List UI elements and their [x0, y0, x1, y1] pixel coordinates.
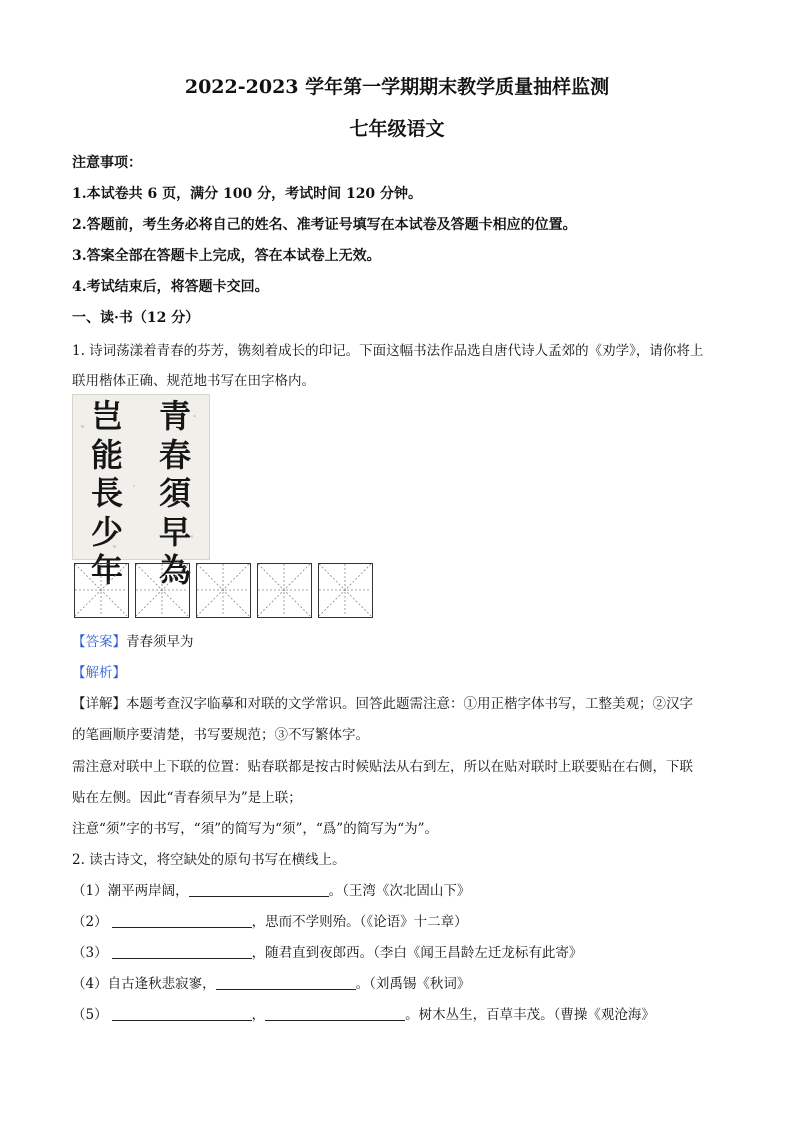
detail-tag: 【详解】	[72, 696, 126, 712]
detail-line-1	[72, 692, 693, 712]
item-number: （4）	[72, 976, 108, 992]
calligraphy-char: 年	[90, 551, 123, 589]
q2-item-2	[72, 910, 468, 930]
calligraphy-char: 長	[90, 474, 123, 512]
writing-grid-box[interactable]	[135, 563, 190, 618]
answer-tag: 【答案】	[72, 634, 126, 650]
note-item-4: 4.考试结束后，将答题卡交回。	[72, 279, 269, 295]
item-post-text: 。（王湾《次北固山下》	[328, 883, 471, 899]
calligraphy-right-column	[147, 397, 203, 590]
calligraphy-char: 青	[158, 397, 191, 435]
notes-heading: 注意事项：	[72, 155, 142, 171]
item-post-text: ，随君直到夜郎西。（李白《闻王昌龄左迁龙标有此寄》	[251, 945, 583, 961]
fill-blank[interactable]	[216, 975, 356, 990]
writing-grid-box[interactable]	[318, 563, 373, 618]
grid-lines-icon	[197, 564, 249, 616]
writing-grid-box[interactable]	[196, 563, 251, 618]
answer-line	[72, 630, 194, 650]
detail-line-5: 注意“须”字的书写，“須”的简写为“须”，“爲”的简写为“为”。	[72, 821, 439, 837]
page-title: 2022-2023 学年第一学期期末教学质量抽样监测	[184, 76, 610, 98]
q1-line-2: 联用楷体正确、规范地书写在田字格内。	[72, 373, 315, 389]
fill-blank[interactable]	[112, 1006, 252, 1021]
detail-line-4: 贴在左侧。因此“青春须早为”是上联；	[72, 790, 302, 806]
item-pre-text: 潮平两岸阔，	[107, 883, 189, 899]
answer-text: 青春须早为	[126, 634, 194, 650]
fill-blank[interactable]	[265, 1006, 405, 1021]
item-number: （1）	[72, 883, 108, 899]
item-post-text: 。树木丛生，百草丰茂。（曹操《观沧海》	[405, 1007, 655, 1023]
calligraphy-char: 岂	[90, 397, 123, 435]
note-item-2: 2.答题前，考生务必将自己的姓名、准考证号填写在本试卷及答题卡相应的位置。	[72, 217, 577, 233]
page-subtitle: 七年级语文	[349, 118, 445, 140]
calligraphy-char: 早	[158, 512, 191, 551]
item-mid-text: ，	[251, 1007, 266, 1023]
item-post-text: 。（刘禹锡《秋词》	[355, 976, 471, 992]
detail-text: 本题考查汉字临摹和对联的文学常识。回答此题需注意：①用正楷字体书写，工整美观；②汉字	[126, 696, 693, 712]
item-number: （2）	[72, 914, 108, 930]
item-number: （5）	[72, 1007, 108, 1023]
grid-lines-icon	[319, 564, 371, 616]
analysis-tag: 【解析】	[72, 665, 126, 681]
fill-blank[interactable]	[112, 913, 252, 928]
grid-lines-icon	[75, 564, 127, 616]
fill-blank[interactable]	[112, 944, 252, 959]
calligraphy-char: 能	[90, 435, 123, 474]
calligraphy-char: 須	[158, 474, 191, 512]
calligraphy-image	[72, 394, 210, 589]
q2-item-3	[72, 941, 582, 961]
note-item-1: 1.本试卷共 6 页，满分 100 分，考试时间 120 分钟。	[72, 186, 423, 202]
q1-line-1: 1. 诗词荡漾着青春的芬芳，镌刻着成长的印记。下面这幅书法作品选自唐代诗人孟郊的《劝学》，请你将上	[72, 343, 704, 359]
grid-lines-icon	[258, 564, 310, 616]
q2-item-5	[72, 1003, 655, 1023]
fill-blank[interactable]	[189, 882, 329, 897]
calligraphy-char: 春	[158, 435, 191, 474]
item-post-text: ，思而不学则殆。（《论语》十二章）	[251, 914, 468, 930]
grid-lines-icon	[136, 564, 188, 616]
writing-grid-box[interactable]	[257, 563, 312, 618]
item-number: （3）	[72, 945, 108, 961]
item-pre-text: 自古逢秋悲寂寥，	[107, 976, 216, 992]
note-item-3: 3.答案全部在答题卡上完成，答在本试卷上无效。	[72, 248, 381, 264]
section-heading: 一、读·书（12 分）	[72, 310, 200, 326]
q2-item-4	[72, 972, 470, 992]
calligraphy-char: 少	[90, 512, 123, 551]
q2-item-1	[72, 879, 470, 899]
detail-line-3: 需注意对联中上下联的位置：贴春联都是按古时候贴法从右到左，所以在贴对联时上联要贴在右侧，下联	[72, 759, 693, 775]
writing-grid-box[interactable]	[74, 563, 129, 618]
q2-intro: 2. 读古诗文，将空缺处的原句书写在横线上。	[72, 852, 346, 868]
calligraphy-char: 為	[158, 551, 191, 589]
detail-line-2: 的笔画顺序要清楚，书写要规范；③不写繁体字。	[72, 727, 369, 743]
calligraphy-left-column	[79, 397, 135, 590]
